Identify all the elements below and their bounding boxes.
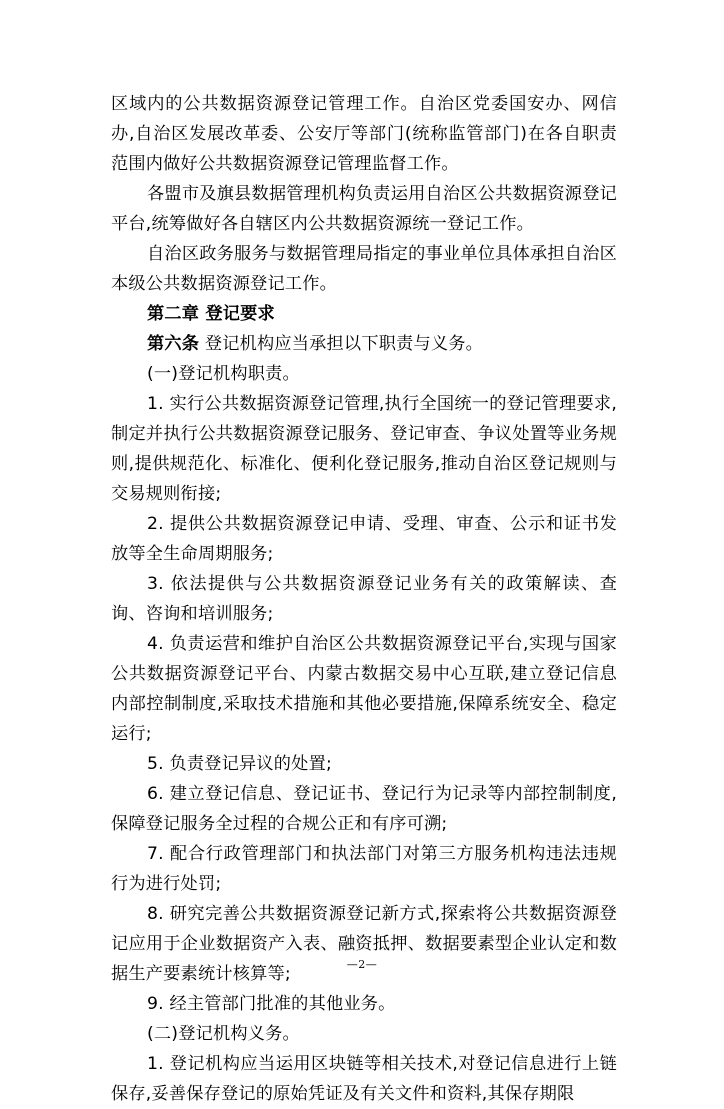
chapter-title: 第二章 登记要求 bbox=[147, 304, 275, 324]
paragraph-text: 1. 登记机构应当运用区块链等相关技术,对登记信息进行上链保存,妥善保存登记的原始凭证及有关文件和资料,其保存期限 bbox=[111, 1054, 617, 1104]
list-item-duty-1 bbox=[111, 389, 617, 509]
list-item-duty-6 bbox=[111, 779, 617, 839]
list-item-obligation-1 bbox=[111, 1049, 617, 1109]
document-body bbox=[111, 89, 617, 1109]
paragraph-text: 5. 负责登记异议的处置; bbox=[147, 754, 332, 774]
list-item-duty-7 bbox=[111, 839, 617, 899]
subsection-duties-heading bbox=[111, 359, 617, 389]
article-six bbox=[111, 329, 617, 359]
paragraph-text: (二)登记机构义务。 bbox=[147, 1024, 300, 1044]
paragraph-text: 各盟市及旗县数据管理机构负责运用自治区公共数据资源登记平台,统筹做好各自辖区内公共数据资源统一登记工作。 bbox=[111, 184, 617, 234]
list-item-duty-8 bbox=[111, 899, 617, 989]
list-item-duty-4 bbox=[111, 629, 617, 749]
chapter-heading bbox=[111, 299, 617, 329]
paragraph-regional-registration bbox=[111, 239, 617, 299]
paragraph-text: 7. 配合行政管理部门和执法部门对第三方服务机构违法违规行为进行处罚; bbox=[111, 844, 617, 894]
paragraph-text: 9. 经主管部门批准的其他业务。 bbox=[147, 994, 396, 1014]
paragraph-text: 区域内的公共数据资源登记管理工作。自治区党委国安办、网信办,自治区发展改革委、公安厅等部门(统称监管部门)在各自职责范围内做好公共数据资源登记管理监督工作。 bbox=[111, 94, 617, 174]
paragraph-league-city-duty bbox=[111, 179, 617, 239]
list-item-duty-3 bbox=[111, 569, 617, 629]
list-item-duty-5 bbox=[111, 749, 617, 779]
paragraph-continuation bbox=[111, 89, 617, 179]
paragraph-text: 2. 提供公共数据资源登记申请、受理、审查、公示和证书发放等全生命周期服务; bbox=[111, 514, 617, 564]
paragraph-text: 1. 实行公共数据资源登记管理,执行全国统一的登记管理要求,制定并执行公共数据资源登记服务、登记审查、争议处置等业务规则,提供规范化、标准化、便利化登记服务,推动自治区登记规则与交易规则衔接; bbox=[111, 394, 617, 504]
list-item-duty-2 bbox=[111, 509, 617, 569]
list-item-duty-9 bbox=[111, 989, 617, 1019]
paragraph-text: 自治区政务服务与数据管理局指定的事业单位具体承担自治区本级公共数据资源登记工作。 bbox=[111, 244, 617, 294]
paragraph-text: 4. 负责运营和维护自治区公共数据资源登记平台,实现与国家公共数据资源登记平台、内蒙古数据交易中心互联,建立登记信息内部控制制度,采取技术措施和其他必要措施,保障系统安全、稳定运行; bbox=[111, 634, 617, 744]
paragraph-text: (一)登记机构职责。 bbox=[147, 364, 300, 384]
paragraph-text: 3. 依法提供与公共数据资源登记业务有关的政策解读、查询、咨询和培训服务; bbox=[111, 574, 617, 624]
page-number: —2— bbox=[346, 958, 378, 971]
article-text: 登记机构应当承担以下职责与义务。 bbox=[199, 334, 484, 354]
article-number: 第六条 bbox=[147, 334, 200, 354]
paragraph-text: 8. 研究完善公共数据资源登记新方式,探索将公共数据资源登记应用于企业数据资产入表、融资抵押、数据要素型企业认定和数据生产要素统计核算等; bbox=[111, 904, 617, 984]
paragraph-text: 6. 建立登记信息、登记证书、登记行为记录等内部控制制度,保障登记服务全过程的合规公正和有序可溯; bbox=[111, 784, 617, 834]
